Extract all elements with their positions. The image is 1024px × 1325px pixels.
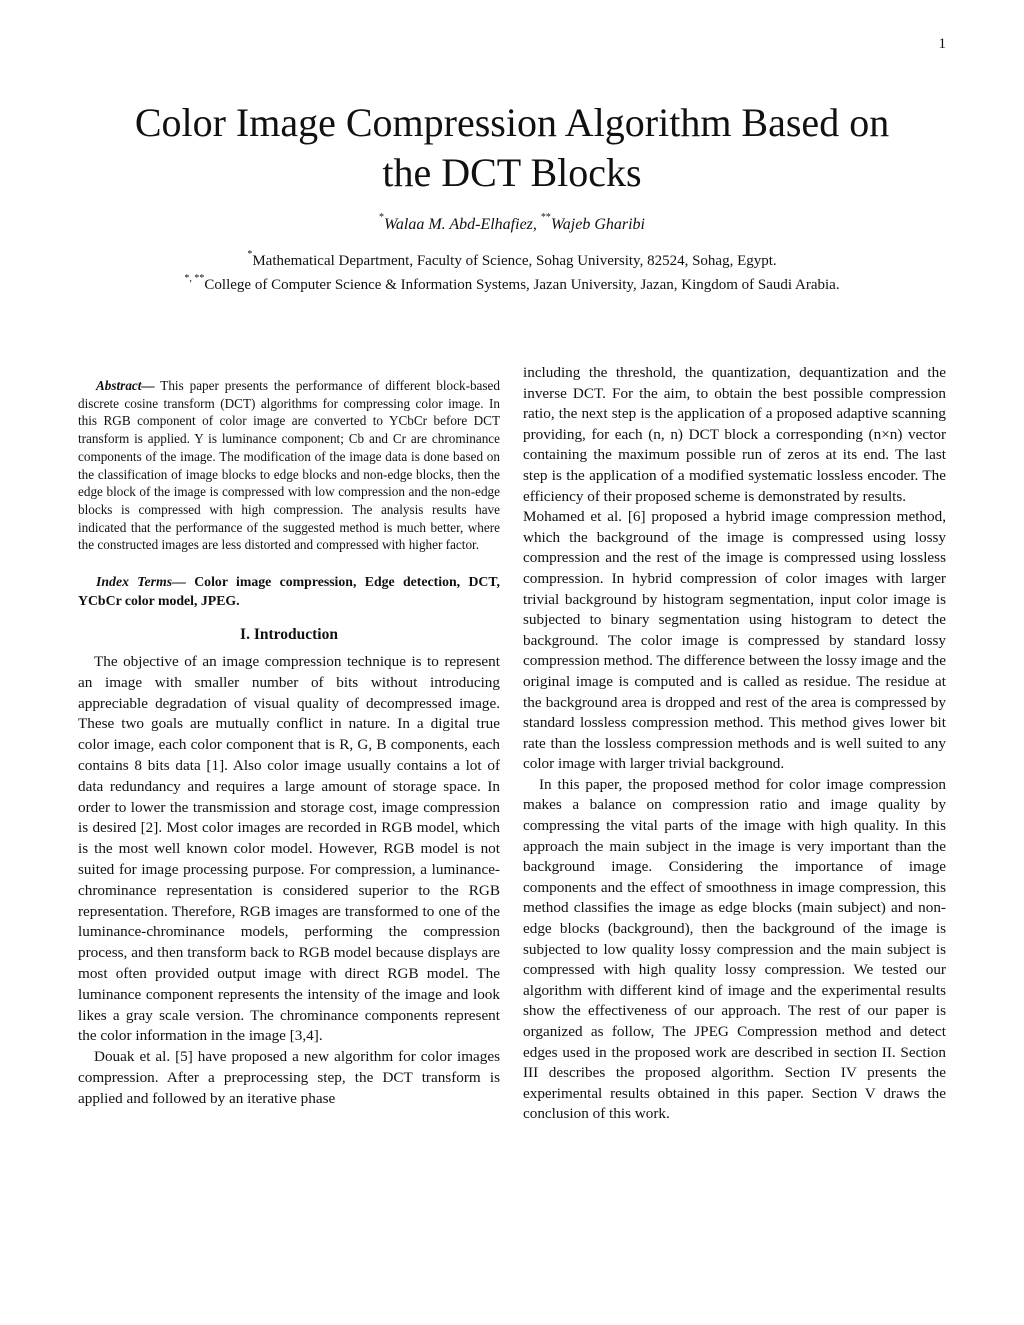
affiliation-1-text: Mathematical Department, Faculty of Science, Sohag University, 82524, Sohag, Egypt.: [252, 253, 777, 269]
index-terms: [78, 572, 500, 610]
author-1-mark: *: [379, 212, 385, 223]
body-paragraph: In this paper, the proposed method for color image compression makes a balance on compression ratio and image quality by compressing the vital parts of the image with high quality. In this approach the main subject in the image is very important than the background image. Considering the importance of image components and the effect of smoothness in image compression, this method classifies the image as edge blocks (main subject) and non-edge blocks (background), then the background of the image is subjected to low quality lossy compression and the main subject is compressed with high quality lossy compression. We tested our algorithm with different kind of image and the experimental results show the effectiveness of our approach. The rest of our paper is organized as follow, The JPEG Compression method and detect edges used in the proposed work are described in section II. Section III describes the proposed algorithm. Section IV presents the experimental results obtained in this paper. Section V draws the conclusion of this work.: [523, 775, 946, 1123]
abstract-label: Abstract—: [96, 378, 155, 393]
affiliation-2: [60, 273, 964, 294]
abstract-text: This paper presents the performance of different block-based discrete cosine transform (DCT) algorithms for compressing color image. In this RGB component of color image are converted to YCbCr before DCT transform is applied. Y is luminance component; Cb and Cr are chrominance components of the image. The modification of the image data is done based on the classification of image blocks to edge blocks and non-edge blocks, then the edge block of the image is compressed with low compression and the non-edge blocks is compressed with high compression. The analysis results have indicated that the performance of the suggested method is much better, where the constructed images are less distorted and compressed with higher factor.: [78, 378, 500, 553]
author-2-name: Wajeb Gharibi: [550, 216, 645, 233]
left-column: [78, 377, 500, 1110]
index-terms-label: Index Terms—: [96, 574, 186, 590]
affiliation-2-mark: *, **: [184, 273, 205, 284]
index-terms-text: Color image compression, Edge detection, DCT, YCbCr color model, JPEG.: [78, 574, 501, 609]
page-number: 1: [938, 36, 946, 52]
author-1-name: Walaa M. Abd-Elhafiez,: [384, 216, 541, 233]
body-paragraph: The objective of an image compression technique is to represent an image with smaller number of bits without introducing appreciable degradation of visual quality of decompressed image. These two goals are mutually conflict in nature. In a digital true color image, each color component that is R, G, B components, each contains 8 bits data [1]. Also color image usually contains a lot of data redundancy and requires a large amount of storage space. In order to lower the transmission and storage cost, image compression is desired [2]. Most color images are recorded in RGB model, which is the most well known color model. However, RGB model is not suited for image processing purpose. For compression, a luminance-chrominance representation is considered superior to the RGB representation. Therefore, RGB images are transformed to one of the luminance-chrominance models, performing the compression process, and then transform back to RGB model because displays are most often provided output image with direct RGB model. The luminance component represents the intensity of the image and look likes a gray scale version. The chrominance components represent the color information in the image [3,4].: [78, 653, 500, 1045]
affiliation-2-text: College of Computer Science & Information Systems, Jazan University, Jazan, Kingdom of Saudi Arabia.: [204, 277, 840, 293]
section-heading-introduction: I. Introduction: [240, 626, 338, 644]
affiliation-1-mark: *: [247, 249, 253, 260]
affiliation-1: [60, 249, 964, 270]
title-line-1: Color Image Compression Algorithm Based on: [134, 100, 890, 145]
abstract: [78, 377, 500, 554]
author-2-mark: **: [540, 212, 551, 223]
body-paragraph: Mohamed et al. [6] proposed a hybrid image compression method, which the background of the image is compressed using lossy compression and the rest of the image is compressed using lossless compression. In hybrid compression of color images with larger trivial background by histogram segmentation, input color image is subjected to binary segmentation using histogram to detect the background. The color image is compressed by standard lossy compression method. The difference between the lossy image and the original image is computed and is called as residue. The residue at the background area is dropped and rest of the area is compressed by standard lossless compression method. This method gives lower bit rate than the lossless compression methods and is well suited to any color image with larger trivial background.: [523, 508, 946, 773]
title-line-2: the DCT Blocks: [382, 150, 642, 195]
author-list: [80, 212, 944, 234]
paper-title: [80, 98, 944, 198]
body-paragraph: including the threshold, the quantization, dequantization and the inverse DCT. For the aim, to obtain the best possible compression ratio, the next step is the application of a proposed adaptive scanning providing, for each (n, n) DCT block a corresponding (n×n) vector containing the maximum possible run of zeros at its end. The last step is the application of a modified systematic lossless encoder. The efficiency of their proposed scheme is demonstrated by results.: [523, 364, 946, 505]
body-paragraph: Douak et al. [5] have proposed a new algorithm for color images compression. After a preprocessing step, the DCT transform is applied and followed by an iterative phase: [78, 1048, 500, 1107]
right-column: [523, 363, 946, 1125]
